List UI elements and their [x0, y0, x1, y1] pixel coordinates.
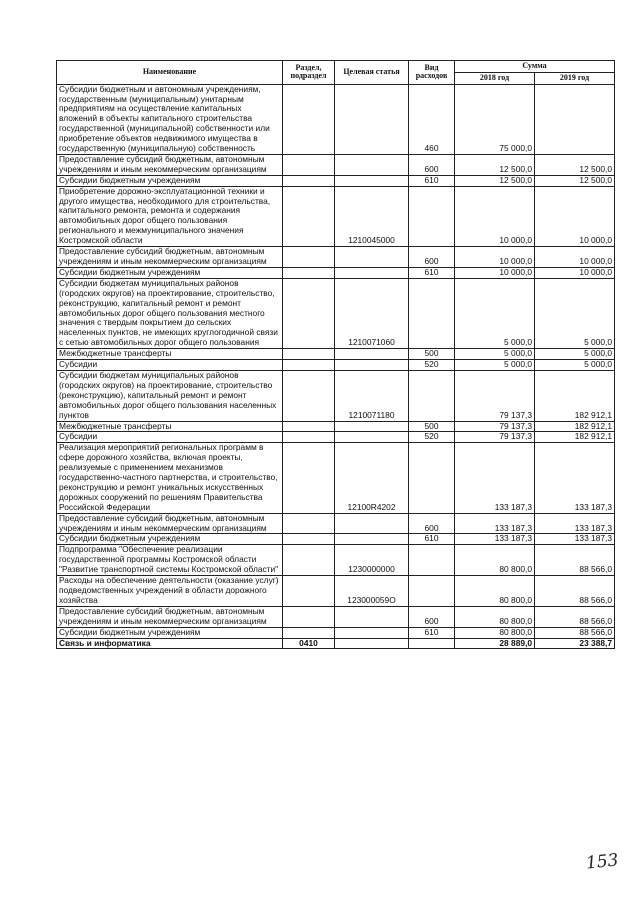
row-expense-type: 500: [409, 349, 455, 360]
table-row: [57, 513, 615, 534]
row-target: [335, 84, 409, 154]
row-name: Предоставление субсидий бюджетным, автономным учреждениям и иным некоммерческим организациям: [57, 247, 283, 268]
row-section: [283, 545, 335, 576]
row-sum-2019: 182 912,1: [535, 432, 615, 443]
row-sum-2019: 182 912,1: [535, 370, 615, 421]
row-target: 12100R4202: [335, 443, 409, 513]
row-target: 1210071180: [335, 370, 409, 421]
row-sum-2019: 12 500,0: [535, 175, 615, 186]
row-name: Субсидии бюджетным учреждениям: [57, 175, 283, 186]
row-expense-type: 600: [409, 154, 455, 175]
row-sum-2018: 80 800,0: [455, 627, 535, 638]
row-section: [283, 576, 335, 607]
row-expense-type: 520: [409, 360, 455, 371]
row-expense-type: [409, 443, 455, 513]
row-sum-2019: 12 500,0: [535, 154, 615, 175]
row-section: [283, 84, 335, 154]
row-sum-2018: 133 187,3: [455, 513, 535, 534]
row-name: Межбюджетные трансферты: [57, 421, 283, 432]
row-sum-2018: 5 000,0: [455, 349, 535, 360]
row-target: [335, 534, 409, 545]
row-name: Подпрограмма "Обеспечение реализации государственной программы Костромской области "Развитие транспортной системы Костромской области": [57, 545, 283, 576]
row-expense-type: [409, 576, 455, 607]
row-section: [283, 534, 335, 545]
row-sum-2019: 10 000,0: [535, 186, 615, 246]
row-target: [335, 432, 409, 443]
row-sum-2018: 5 000,0: [455, 278, 535, 348]
row-expense-type: 460: [409, 84, 455, 154]
row-sum-2019: 133 187,3: [535, 534, 615, 545]
row-sum-2019: 5 000,0: [535, 360, 615, 371]
row-sum-2018: 10 000,0: [455, 186, 535, 246]
row-target: 1210071060: [335, 278, 409, 348]
table-row: [57, 421, 615, 432]
row-section: [283, 606, 335, 627]
row-expense-type: 600: [409, 513, 455, 534]
row-sum-2019: 133 187,3: [535, 443, 615, 513]
row-sum-2018: 75 000,0: [455, 84, 535, 154]
row-target: [335, 638, 409, 649]
row-sum-2019: 88 566,0: [535, 627, 615, 638]
row-sum-2019: 133 187,3: [535, 513, 615, 534]
row-name: Субсидии бюджетным учреждениям: [57, 267, 283, 278]
row-target: 1230000000: [335, 545, 409, 576]
row-expense-type: 600: [409, 606, 455, 627]
row-name: Субсидии: [57, 360, 283, 371]
row-section: [283, 278, 335, 348]
table-row: [57, 576, 615, 607]
row-sum-2018: 28 889,0: [455, 638, 535, 649]
header-section: Раздел, подраздел: [283, 61, 335, 85]
row-target: [335, 513, 409, 534]
table-row: [57, 186, 615, 246]
row-expense-type: [409, 638, 455, 649]
row-target: [335, 606, 409, 627]
row-name: Межбюджетные трансферты: [57, 349, 283, 360]
row-target: [335, 360, 409, 371]
row-sum-2019: 23 388,7: [535, 638, 615, 649]
header-name: Наименование: [57, 61, 283, 85]
row-name: Субсидии бюджетным учреждениям: [57, 534, 283, 545]
row-name: Связь и информатика: [57, 638, 283, 649]
row-sum-2018: 80 800,0: [455, 576, 535, 607]
row-sum-2019: 5 000,0: [535, 278, 615, 348]
row-expense-type: 610: [409, 267, 455, 278]
row-expense-type: [409, 278, 455, 348]
table-row: [57, 370, 615, 421]
row-target: 123000059О: [335, 576, 409, 607]
row-section: 0410: [283, 638, 335, 649]
row-section: [283, 175, 335, 186]
row-name: Субсидии бюджетам муниципальных районов (городских округов) на проектирование, строительство (реконструкцию), капитальный ремонт и ремонт автомобильных дорог общего пользования населенных пунктов: [57, 370, 283, 421]
table-row: [57, 432, 615, 443]
table-row: [57, 627, 615, 638]
row-target: [335, 267, 409, 278]
row-section: [283, 247, 335, 268]
row-sum-2019: 182 912,1: [535, 421, 615, 432]
table-row: [57, 175, 615, 186]
row-section: [283, 443, 335, 513]
row-expense-type: 520: [409, 432, 455, 443]
row-sum-2019: 10 000,0: [535, 267, 615, 278]
row-name: Субсидии бюджетам муниципальных районов (городских округов) на проектирование, строительство, реконструкцию, капитальный ремонт и ремонт автомобильных дорог общего пользования местного значения с твердым покрытием до сельских населенных пунктов, не имеющих круглогодичной связи с сетью автомобильных дорог общего пользования: [57, 278, 283, 348]
table-body: [57, 84, 615, 649]
row-sum-2018: 80 800,0: [455, 545, 535, 576]
row-expense-type: 610: [409, 627, 455, 638]
row-sum-2018: 133 187,3: [455, 443, 535, 513]
row-name: Реализация мероприятий региональных программ в сфере дорожного хозяйства, включая проекты, реализуемые с применением механизмов государственно-частного партнерства, и строительство, реконструкцию и ремонт уникальных искусственных дорожных сооружений по решениям Правительства Российской Федерации: [57, 443, 283, 513]
page-number: 153: [585, 850, 620, 874]
table-row: [57, 154, 615, 175]
table-row: [57, 606, 615, 627]
row-name: Субсидии: [57, 432, 283, 443]
table-header: [57, 61, 615, 85]
table-row: [57, 360, 615, 371]
row-sum-2019: 88 566,0: [535, 545, 615, 576]
row-name: Расходы на обеспечение деятельности (оказание услуг) подведомственных учреждений в области дорожного хозяйства: [57, 576, 283, 607]
row-expense-type: [409, 545, 455, 576]
row-expense-type: 600: [409, 247, 455, 268]
row-expense-type: 610: [409, 175, 455, 186]
row-name: Предоставление субсидий бюджетным, автономным учреждениям и иным некоммерческим организациям: [57, 154, 283, 175]
table-row: [57, 638, 615, 649]
row-sum-2018: 80 800,0: [455, 606, 535, 627]
table-row: [57, 545, 615, 576]
row-section: [283, 186, 335, 246]
row-section: [283, 349, 335, 360]
row-sum-2018: 79 137,3: [455, 421, 535, 432]
row-section: [283, 370, 335, 421]
row-sum-2018: 10 000,0: [455, 267, 535, 278]
row-section: [283, 627, 335, 638]
row-expense-type: [409, 370, 455, 421]
row-sum-2018: 10 000,0: [455, 247, 535, 268]
header-expense-type: Вид расходов: [409, 61, 455, 85]
row-sum-2018: 79 137,3: [455, 370, 535, 421]
header-year-2019: 2019 год: [535, 72, 615, 84]
row-section: [283, 432, 335, 443]
header-sum: Сумма: [455, 61, 615, 73]
header-target: Целевая статья: [335, 61, 409, 85]
row-section: [283, 267, 335, 278]
row-target: [335, 175, 409, 186]
row-target: 1210045000: [335, 186, 409, 246]
row-target: [335, 154, 409, 175]
row-sum-2019: 88 566,0: [535, 606, 615, 627]
header-year-2018: 2018 год: [455, 72, 535, 84]
row-section: [283, 154, 335, 175]
table-row: [57, 84, 615, 154]
table-row: [57, 534, 615, 545]
budget-table: [56, 60, 615, 649]
table-row: [57, 247, 615, 268]
table-row: [57, 267, 615, 278]
row-sum-2018: 79 137,3: [455, 432, 535, 443]
row-name: Субсидии бюджетным и автономным учреждениям, государственным (муниципальным) унитарным предприятиям на осуществление капитальных вложений в объекты капитального строительства государственной (муниципальной) собственности или приобретение объектов недвижимого имущества в государственную (муниципальную) собственность: [57, 84, 283, 154]
row-name: Предоставление субсидий бюджетным, автономным учреждениям и иным некоммерческим организациям: [57, 513, 283, 534]
table-row: [57, 443, 615, 513]
row-sum-2019: 10 000,0: [535, 247, 615, 268]
row-sum-2019: 5 000,0: [535, 349, 615, 360]
row-section: [283, 513, 335, 534]
row-target: [335, 421, 409, 432]
table-row: [57, 278, 615, 348]
row-sum-2019: 88 566,0: [535, 576, 615, 607]
row-name: Предоставление субсидий бюджетным, автономным учреждениям и иным некоммерческим организациям: [57, 606, 283, 627]
row-sum-2018: 133 187,3: [455, 534, 535, 545]
row-expense-type: [409, 186, 455, 246]
row-sum-2019: [535, 84, 615, 154]
row-target: [335, 349, 409, 360]
row-target: [335, 247, 409, 268]
row-name: Приобретение дорожно-эксплуатационной техники и другого имущества, необходимого для строительства, капитального ремонта, ремонта и содержания автомобильных дорог общего пользования регионального и межмуниципального значения Костромской области: [57, 186, 283, 246]
row-name: Субсидии бюджетным учреждениям: [57, 627, 283, 638]
row-sum-2018: 12 500,0: [455, 175, 535, 186]
row-section: [283, 421, 335, 432]
row-expense-type: 610: [409, 534, 455, 545]
row-target: [335, 627, 409, 638]
row-sum-2018: 12 500,0: [455, 154, 535, 175]
row-section: [283, 360, 335, 371]
table-row: [57, 349, 615, 360]
row-sum-2018: 5 000,0: [455, 360, 535, 371]
row-expense-type: 500: [409, 421, 455, 432]
